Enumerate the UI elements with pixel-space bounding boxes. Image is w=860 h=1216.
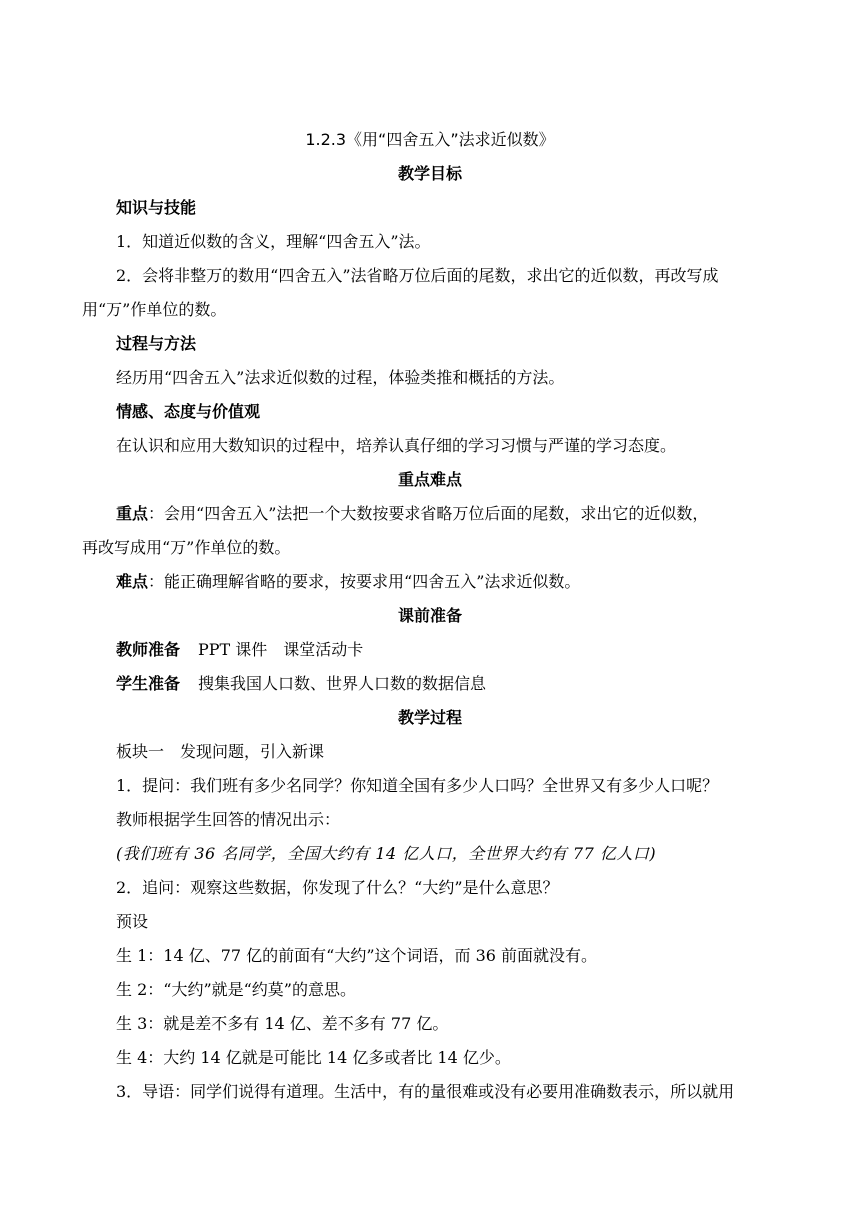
process-step-2: 2．追问：观察这些数据，你发现了什么？“大约”是什么意思？	[116, 878, 559, 897]
teacher-prep-items: PPT 课件 课堂活动卡	[198, 640, 364, 659]
student-prep-label: 学生准备	[116, 674, 181, 693]
key-point-text: ：会用“四舍五入”法把一个大数按要求省略万位后面的尾数，求出它的近似数，	[148, 504, 709, 523]
teacher-prep-label: 教师准备	[116, 640, 181, 659]
difficulty-text: ：能正确理解省略的要求，按要求用“四舍五入”法求近似数。	[148, 572, 581, 591]
section-heading-prep: 课前准备	[397, 606, 462, 625]
student-prep-items: 搜集我国人口数、世界人口数的数据信息	[198, 674, 487, 693]
document-title: 1.2.3《用“四舍五入”法求近似数》	[305, 130, 555, 149]
section-heading-objectives: 教学目标	[397, 164, 462, 183]
key-point-line1	[116, 503, 816, 525]
block-one-heading: 板块一 发现问题，引入新课	[116, 742, 325, 761]
student-answer-4: 生 4：大约 14 亿就是可能比 14 亿多或者比 14 亿少。	[116, 1048, 511, 1067]
objective-knowledge-1: 1．知道近似数的含义，理解“四舍五入”法。	[116, 232, 431, 251]
section-heading-process: 教学过程	[397, 708, 462, 727]
key-point-label: 重点	[116, 504, 149, 523]
student-prep-line	[116, 673, 816, 695]
objective-process-text: 经历用“四舍五入”法求近似数的过程，体验类推和概括的方法。	[116, 368, 565, 387]
objective-knowledge-2-line2: 用“万”作单位的数。	[82, 300, 227, 319]
teacher-prep-line	[116, 639, 816, 661]
subheading-emotion: 情感、态度与价值观	[116, 402, 261, 421]
student-answer-2: 生 2：“大约”就是“约莫”的意思。	[116, 980, 356, 999]
objective-knowledge-2-line1: 2．会将非整万的数用“四舍五入”法省略万位后面的尾数，求出它的近似数，再改写成	[116, 266, 719, 285]
shown-data-text: (我们班有 36 名同学，全国大约有 14 亿人口，全世界大约有 77 亿人口)	[116, 844, 657, 863]
student-answer-1: 生 1：14 亿、77 亿的前面有“大约”这个词语，而 36 前面就没有。	[116, 946, 598, 965]
subheading-process: 过程与方法	[116, 334, 197, 353]
difficulty-line	[116, 571, 816, 593]
subheading-knowledge: 知识与技能	[116, 198, 197, 217]
objective-emotion-text: 在认识和应用大数知识的过程中，培养认真仔细的学习习惯与严谨的学习态度。	[116, 436, 677, 455]
process-step-1: 1．提问：我们班有多少名同学？你知道全国有多少人口吗？全世界又有多少人口呢？	[116, 776, 719, 795]
teacher-show-text: 教师根据学生回答的情况出示：	[116, 810, 341, 829]
difficulty-label: 难点	[116, 572, 149, 591]
section-heading-key: 重点难点	[397, 470, 462, 489]
preset-label: 预设	[116, 912, 149, 931]
student-answer-3: 生 3：就是差不多有 14 亿、差不多有 77 亿。	[116, 1014, 449, 1033]
process-step-3: 3．导语：同学们说得有道理。生活中，有的量很难或没有必要用准确数表示，所以就用	[116, 1082, 735, 1101]
key-point-line2: 再改写成用“万”作单位的数。	[82, 538, 291, 557]
